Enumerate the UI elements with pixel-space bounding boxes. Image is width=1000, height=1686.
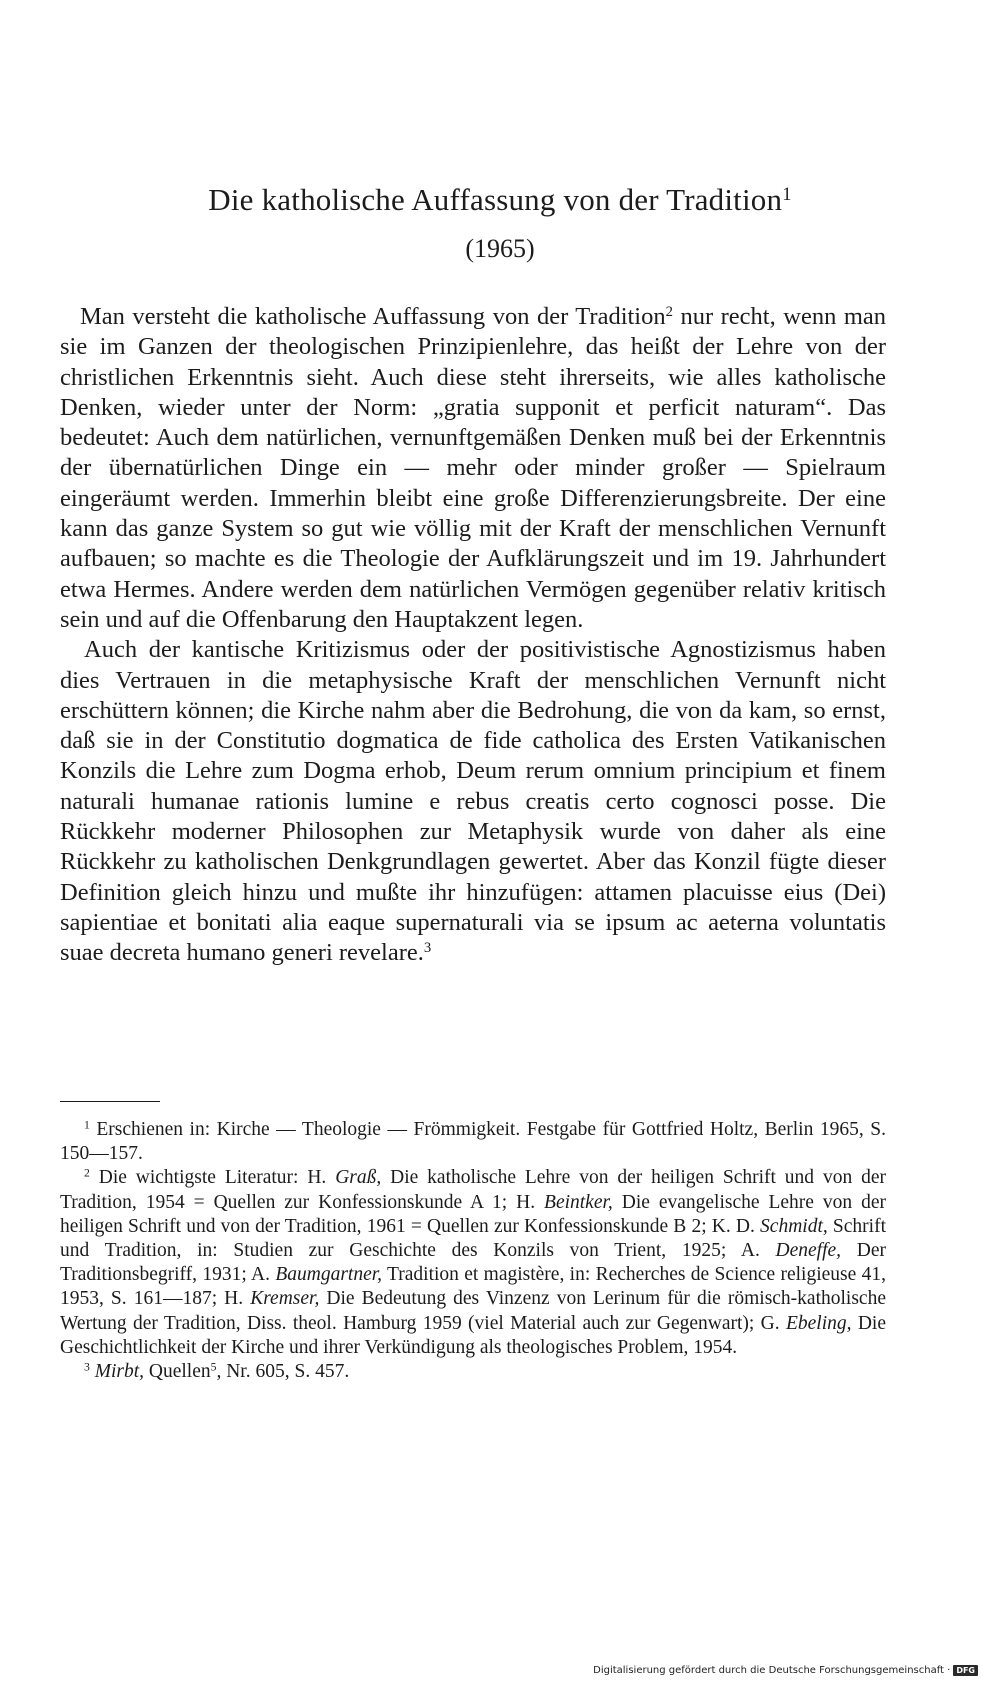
footnote-2-mark: 2 [84,1166,90,1180]
footnote-2-text-7: Die Bedeutung des Vinzenz von Lerinum für die römisch-katholische Wertung der Tradition, Diss. theol. Hamburg 1959 (viel Material auch zur Gegenwart); G. [60,1288,886,1334]
footnote-2-author-5: Baumgartner, [275,1264,383,1286]
paragraph-1-text-a: Man versteht die katholische Auffassung von der Tradition [80,303,666,330]
paragraph-1 [60,302,886,635]
chapter-title [60,182,940,218]
paragraph-2 [60,635,886,968]
footnote-2-text-2: Die katholische Lehre von der heiligen Schrift und von der Tradition, 1954 = Quellen zur Konfessionskunde A 1; H. [60,1167,886,1213]
footnote-ref-3[interactable]: 3 [423,940,432,957]
footnote-2-author-2: Beintker, [544,1191,613,1213]
footnote-2 [60,1166,886,1360]
footnote-1 [60,1118,886,1166]
footnotes [60,1118,886,1384]
digitization-text: Digitalisierung gefördert durch die Deutsche Forschungsgemeinschaft · [593,1665,951,1676]
footnote-1-mark: 1 [84,1118,90,1132]
footnote-2-text-5: Der Traditionsbegriff, 1931; A. [60,1240,886,1286]
footnote-2-author-4: Deneffe, [775,1240,842,1262]
main-text [60,302,886,969]
chapter-title-text: Die katholische Auffassung von der Tradition [208,182,783,217]
chapter-year: (1965) [465,234,535,263]
footnote-2-text-3: Die evangelische Lehre von der heiligen Schrift und von der Tradition, 1961 = Quellen zur Konfessionskunde B 2; K. D. [60,1191,886,1237]
footnote-3 [60,1360,886,1384]
footnote-3-text-1: Quellen [144,1361,211,1383]
footnote-3-text-2: , Nr. 605, S. 457. [216,1361,350,1383]
footnote-2-text-6: Tradition et magistère, in: Recherches de Science religieuse 41, 1953, S. 161—187; H. [60,1264,886,1310]
footnote-2-text-1: Die wichtigste Literatur: H. [89,1167,336,1189]
footnote-divider [60,1101,160,1102]
paragraph-2-text: Auch der kantische Kritizismus oder der positivistische Agnostizismus haben dies Vertrauen in die metaphysische Kraft der menschlichen Vernunft nicht erschüttern können; die Kirche nahm aber die Bedrohung, die von da kam, so ernst, daß sie in der Constitutio dogmatica de fide catholica des Ersten Vatikanischen Konzils die Lehre zum Dogma erhob, Deum rerum omnium principium et finem naturali humanae rationis lumine e rebus creatis certo cognosci posse. Die Rückkehr moderner Philosophen zur Metaphysik wurde von daher als eine Rückkehr zu katholischen Denkgrundlagen gewertet. Aber das Konzil fügte dieser Definition gleich hinzu und mußte ihr hinzufügen: attamen placuisse eius (Dei) sapientiae et bonitati alia eaque supernaturali via se ipsum ac aeterna voluntatis suae decreta humano generi revelare. [60,636,886,967]
footnote-3-mark: 3 [84,1360,90,1374]
dfg-logo-icon: DFG [953,1665,978,1676]
footnote-ref-2[interactable]: 2 [665,303,673,320]
digitization-notice [593,1665,978,1676]
footnote-2-text-8: Die Geschichtlichkeit der Kirche und ihrer Verkündigung als theologisches Problem, 1954. [60,1312,887,1358]
footnote-ref-1[interactable]: 1 [782,183,792,205]
footnote-1-text: Erschienen in: Kirche — Theologie — Frömmigkeit. Festgabe für Gottfried Holtz, Berlin 1965, S. 150—157. [60,1119,886,1165]
footnote-3-author: Mirbt, [89,1361,145,1383]
footnote-2-author-1: Graß, [335,1167,382,1189]
footnote-2-text-4: Schrift und Tradition, in: Studien zur Geschichte des Konzils von Trient, 1925; A. [60,1215,886,1262]
footnote-3-edition: 5 [210,1360,217,1374]
footnote-2-author-7: Ebeling, [785,1312,852,1334]
footnote-2-author-6: Kremser, [250,1288,320,1310]
footnote-2-author-3: Schmidt, [760,1215,828,1237]
paragraph-1-text-b: nur recht, wenn man sie im Ganzen der theologischen Prinzipienlehre, das heißt der Lehre von der christlichen Erkenntnis sieht. Auch diese steht ihrerseits, wie alles katholische Denken, wieder unter der Norm: „gratia supponit et perficit naturam“. Das bedeutet: Auch dem natürlichen, vernunftgemäßen Denken muß bei der Erkenntnis der übernatürlichen Dinge ein — mehr oder minder großer — Spielraum eingeräumt werden. Immerhin bleibt eine große Differenzierungsbreite. Der eine kann das ganze System so gut wie völlig mit der Kraft der menschlichen Vernunft aufbauen; so machte es die Theologie der Aufklärungszeit und im 19. Jahrhundert etwa Hermes. Andere werden dem natürlichen Vermögen gegenüber relativ kritisch sein und auf die Offenbarung den Hauptakzent legen. [60,303,887,633]
